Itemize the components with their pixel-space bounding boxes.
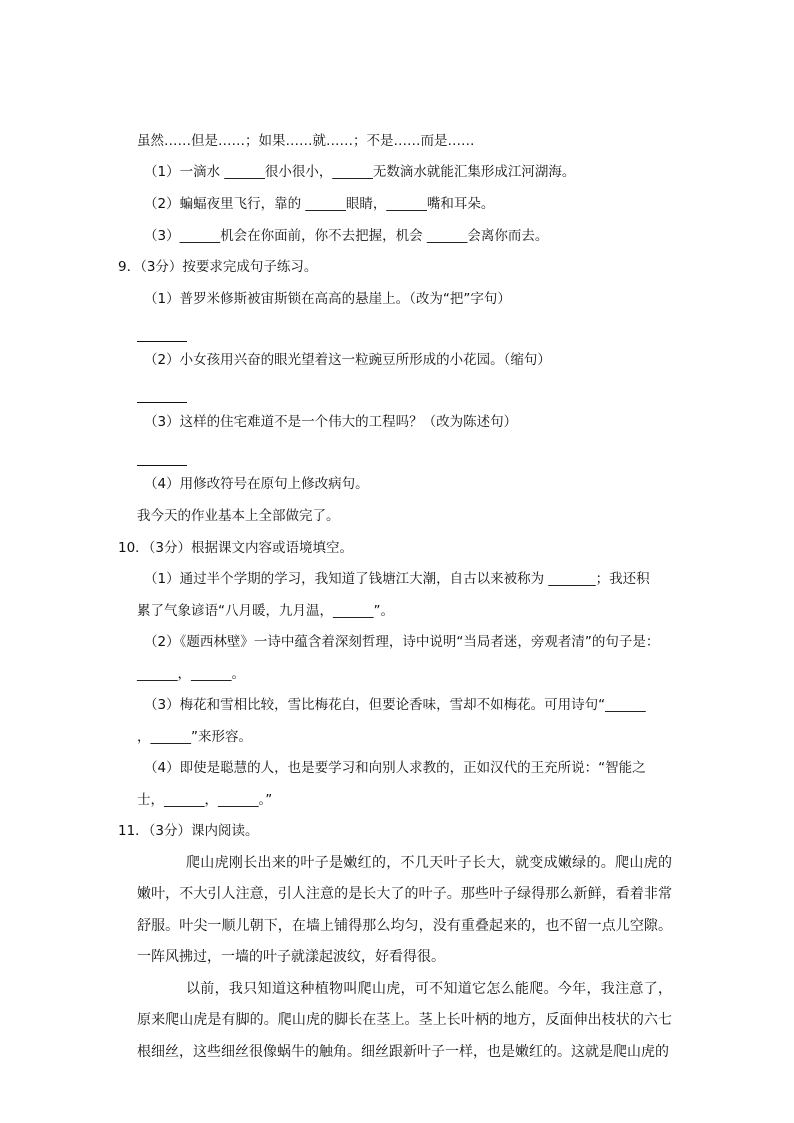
q9-item-2: （2）小女孩用兴奋的眼光望着这一粒豌豆所形成的小花园。（缩句） <box>144 352 551 368</box>
answer-line-2 <box>137 402 187 403</box>
answer-line-3 <box>137 465 187 466</box>
q10-item-4: （4）即使是聪慧的人，也是要学习和向别人求教的，正如汉代的王充所说：“智能之 <box>144 760 646 776</box>
answer-line-1 <box>137 341 187 342</box>
q9-heading: 9．（3分）按要求完成句子练习。 <box>118 259 318 275</box>
q8-item-2: （2）蝙蝠夜里飞行，靠的 ______眼睛，______嘴和耳朵。 <box>144 196 495 212</box>
reading-passage-paragraph-2: 以前，我只知道这种植物叫爬山虎，可不知道它怎么能爬。今年，我注意了，原来爬山虎是有脚的。爬山虎的脚长在茎上。茎上长叶柄的地方，反面伸出枝状的六七根细丝，这些细丝很像蜗牛的触角。细丝跟新叶子一样，也是嫩红的。这就是爬山虎的 <box>137 981 672 1060</box>
q10-item-1-cont: 累了气象谚语“八月暖，九月温，______”。 <box>137 603 394 619</box>
q11-heading: 11．（3分）课内阅读。 <box>118 823 259 839</box>
q10-item-3: （3）梅花和雪相比较，雪比梅花白，但要论香味，雪却不如梅花。可用诗句“______ <box>144 697 646 713</box>
q10-item-3-cont: ，______”来形容。 <box>137 729 252 745</box>
q10-item-2-cont: ______，______。 <box>137 666 245 682</box>
q10-item-4-cont: 士，______，______。” <box>137 792 273 808</box>
q8-item-1: （1）一滴水 ______很小很小，______无数滴水就能汇集形成江河湖海。 <box>144 164 576 180</box>
sick-sentence: 我今天的作业基本上全部做完了。 <box>137 508 340 524</box>
q10-item-1: （1）通过半个学期的学习，我知道了钱塘江大潮，自古以来被称为 _______；我还积 <box>144 571 650 587</box>
q10-heading: 10．（3分）根据课文内容或语境填空。 <box>118 540 354 556</box>
q9-item-3: （3）这样的住宅难道不是一个伟大的工程吗？（改为陈述句） <box>144 414 518 430</box>
connectives-list: 虽然……但是……；如果……就……；不是……而是…… <box>137 133 475 149</box>
q8-item-3: （3）______机会在你面前，你不去把握，机会 ______会离你而去。 <box>144 228 549 244</box>
q9-item-4: （4）用修改符号在原句上修改病句。 <box>144 476 369 492</box>
q10-item-2: （2）《题西林壁》一诗中蕴含着深刻哲理，诗中说明“当局者迷，旁观者清”的句子是： <box>144 634 660 650</box>
reading-passage-paragraph-1: 爬山虎刚长出来的叶子是嫩红的，不几天叶子长大，就变成嫩绿的。爬山虎的嫩叶，不大引人注意，引人注意的是长大了的叶子。那些叶子绿得那么新鲜，看着非常舒服。叶尖一顺儿朝下，在墙上铺得那么均匀，没有重叠起来的，也不留一点儿空隙。一阵风拂过，一墙的叶子就漾起波纹，好看得很。 <box>137 855 672 966</box>
q9-item-1: （1）普罗米修斯被宙斯锁在高高的悬崖上。（改为“把”字句） <box>144 291 511 307</box>
